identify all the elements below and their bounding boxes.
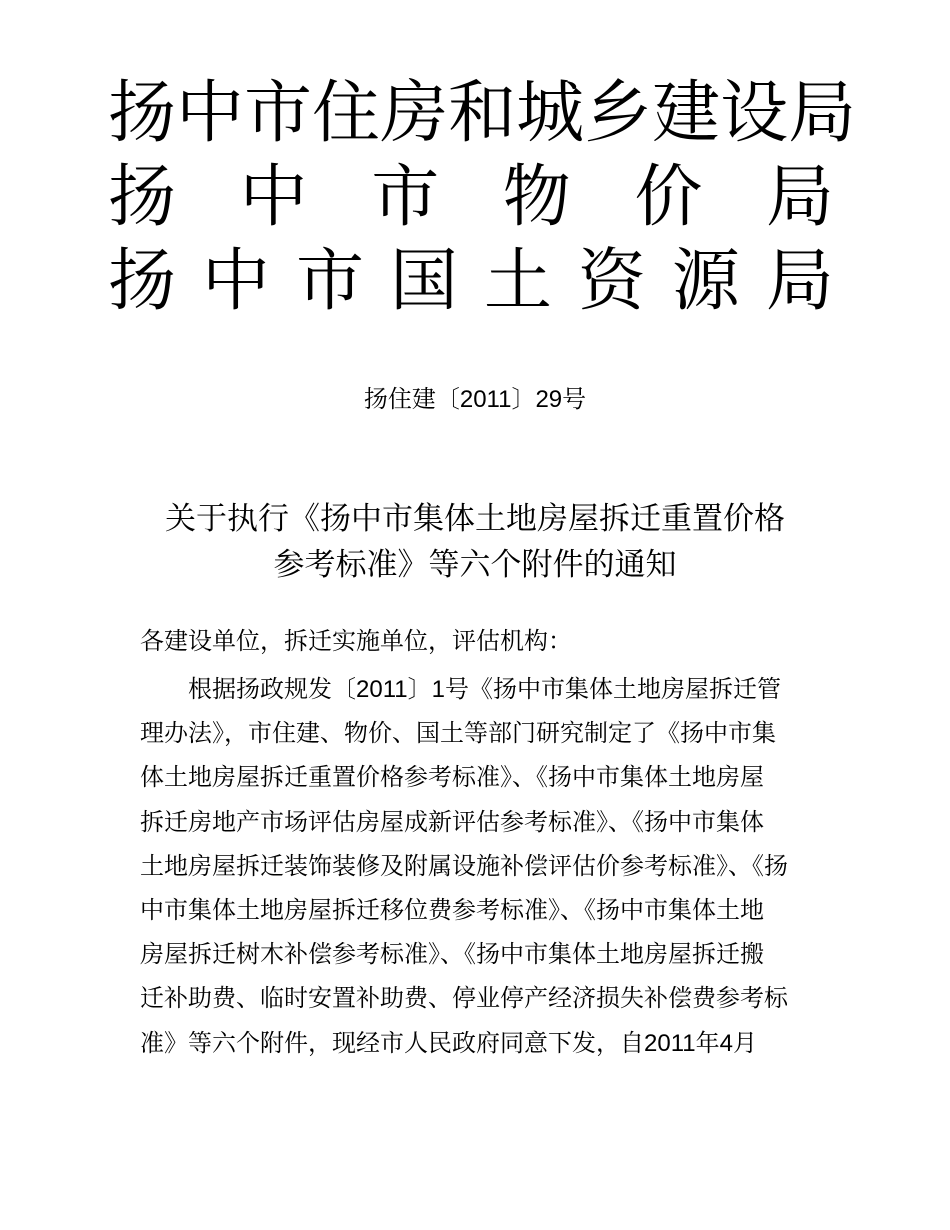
header-character: 设 bbox=[720, 74, 789, 153]
header-character: 中 bbox=[201, 242, 270, 321]
header-character: 房 bbox=[380, 74, 449, 153]
header-character: 国 bbox=[389, 242, 458, 321]
header-character: 局 bbox=[765, 242, 834, 321]
body-paragraph bbox=[140, 668, 814, 1066]
body-line: 体土地房屋拆迁重置价格参考标准》、《扬中市集体土地房屋 bbox=[140, 764, 764, 792]
document-number: 扬住建〔2011〕29号 bbox=[363, 386, 587, 413]
header-character: 局 bbox=[765, 158, 834, 237]
issuing-authorities-header bbox=[108, 72, 857, 324]
header-character: 扬 bbox=[108, 158, 177, 237]
header-character: 资 bbox=[577, 242, 646, 321]
header-character: 乡 bbox=[584, 74, 653, 153]
header-character: 和 bbox=[448, 74, 517, 153]
header-character: 中 bbox=[176, 74, 245, 153]
authority-line-land-bureau bbox=[108, 240, 834, 324]
header-character: 城 bbox=[516, 74, 585, 153]
header-character: 市 bbox=[295, 242, 364, 321]
salutation: 各建设单位，拆迁实施单位，评估机构： bbox=[140, 628, 572, 655]
body-line: 中市集体土地房屋拆迁移位费参考标准》、《扬中市集体土地 bbox=[140, 896, 764, 924]
body-line: 房屋拆迁树木补偿参考标准》、《扬中市集体土地房屋拆迁搬 bbox=[140, 941, 764, 969]
body-line: 理办法》，市住建、物价、国土等部门研究制定了《扬中市集 bbox=[140, 720, 776, 748]
body-line: 根据扬政规发〔2011〕1号《扬中市集体土地房屋拆迁管 bbox=[188, 676, 781, 703]
header-character: 扬 bbox=[108, 242, 177, 321]
header-character: 土 bbox=[483, 242, 552, 321]
body-line: 拆迁房地产市场评估房屋成新评估参考标准》、《扬中市集体 bbox=[140, 808, 764, 836]
header-character: 源 bbox=[671, 242, 740, 321]
header-character: 物 bbox=[502, 158, 571, 237]
document-title-line-1: 关于执行《扬中市集体土地房屋拆迁重置价格 bbox=[165, 501, 785, 537]
document-title-line-2: 参考标准》等六个附件的通知 bbox=[273, 547, 677, 583]
header-character: 价 bbox=[634, 158, 703, 237]
authority-line-housing-bureau bbox=[108, 72, 857, 156]
body-line: 准》等六个附件，现经市人民政府同意下发，自2011年4月 bbox=[140, 1029, 757, 1057]
header-character: 市 bbox=[244, 74, 313, 153]
header-character: 局 bbox=[788, 74, 857, 153]
header-character: 建 bbox=[652, 74, 721, 153]
document-title bbox=[120, 496, 830, 588]
header-character: 扬 bbox=[108, 74, 177, 153]
body-line: 土地房屋拆迁装饰装修及附属设施补偿评估价参考标准》、《扬 bbox=[140, 852, 788, 880]
body-line: 迁补助费、临时安置补助费、停业停产经济损失补偿费参考标 bbox=[140, 985, 788, 1013]
authority-line-price-bureau bbox=[108, 156, 834, 240]
header-character: 市 bbox=[371, 158, 440, 237]
header-character: 住 bbox=[312, 74, 381, 153]
header-character: 中 bbox=[239, 158, 308, 237]
